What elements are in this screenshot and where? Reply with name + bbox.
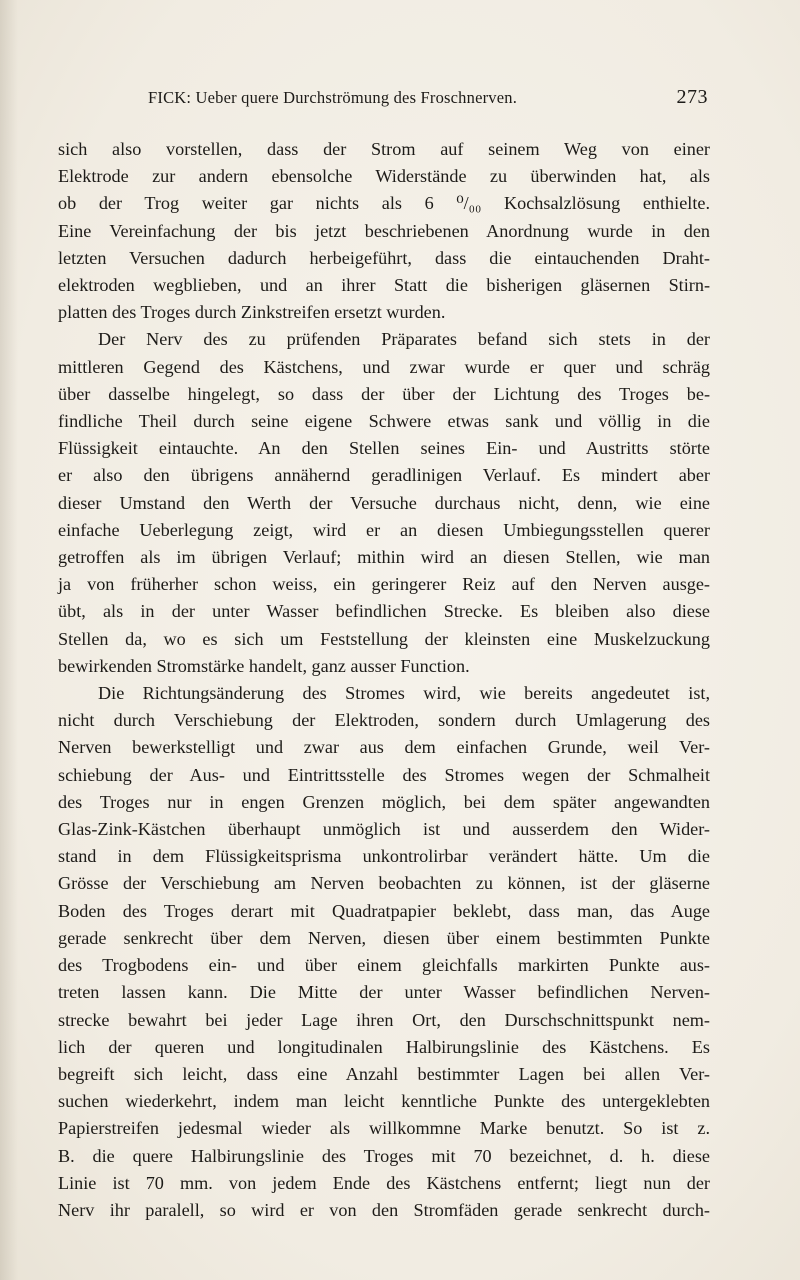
text-line: Flüssigkeit eintauchte. An den Stellen seines Ein- und Austritts störte [58, 438, 710, 459]
text-line: Boden des Troges derart mit Quadratpapier beklebt, dass man, das Auge [58, 900, 710, 921]
text-line: schiebung der Aus- und Eintrittsstelle des Stromes wegen der Schmalheit [58, 764, 710, 785]
text-line: nicht durch Verschiebung der Elektroden, sondern durch Umlagerung des [58, 710, 710, 731]
text-line: elektroden wegblieben, und an ihrer Statt die bisherigen gläsernen Stirn- [58, 275, 710, 296]
text-line: übt, als in der unter Wasser befindlichen Strecke. Es bleiben also diese [58, 601, 710, 622]
text-line: Linie ist 70 mm. von jedem Ende des Kästchens entfernt; liegt nun der [58, 1172, 710, 1193]
text-line: lich der queren und longitudinalen Halbirungslinie des Kästchens. Es [58, 1036, 710, 1057]
text-line: gerade senkrecht über dem Nerven, diesen über einem bestimmten Punkte [58, 927, 710, 948]
page-number: 273 [676, 86, 708, 108]
text-line: einfache Ueberlegung zeigt, wird er an diesen Umbiegungsstellen querer [58, 519, 710, 540]
text-line: ob der Trog weiter gar nichts als 6 ⁰/₀₀ Kochsalzlösung enthielte. [58, 193, 710, 214]
paragraph-1 [58, 136, 710, 326]
text-line: mittleren Gegend des Kästchens, und zwar wurde er quer und schräg [58, 356, 710, 377]
text-line: suchen wiederkehrt, indem man leicht kenntliche Punkte des untergeklebten [58, 1091, 710, 1112]
text-line: findliche Theil durch seine eigene Schwere etwas sank und völlig in die [58, 411, 710, 432]
text-line: Der Nerv des zu prüfenden Präparates befand sich stets in der [98, 329, 710, 350]
text-line: Die Richtungsänderung des Stromes wird, wie bereits angedeutet ist, [98, 683, 710, 704]
text-line: B. die quere Halbirungslinie des Troges mit 70 bezeichnet, d. h. diese [58, 1145, 710, 1166]
text-line: platten des Troges durch Zinkstreifen ersetzt wurden. [58, 302, 446, 323]
text-line: Glas-Zink-Kästchen überhaupt unmöglich ist und ausserdem den Wider- [58, 819, 710, 840]
running-title: FICK: Ueber quere Durchströmung des Froschnerven. [148, 88, 518, 107]
text-line: stand in dem Flüssigkeitsprisma unkontrolirbar verändert hätte. Um die [58, 846, 710, 867]
text-line: strecke bewahrt bei jeder Lage ihren Ort, den Durschschnittspunkt nem- [58, 1009, 710, 1030]
text-line: Grösse der Verschiebung am Nerven beobachten zu können, ist der gläserne [58, 873, 710, 894]
text-line: des Troges nur in engen Grenzen möglich, bei dem später angewandten [58, 791, 710, 812]
text-line: bewirkenden Stromstärke handelt, ganz ausser Function. [58, 655, 470, 676]
paragraph-2 [58, 326, 710, 680]
text-line: Nerv ihr paralell, so wird er von den Stromfäden gerade senkrecht durch- [58, 1199, 710, 1220]
text-line: sich also vorstellen, dass der Strom auf seinem Weg von einer [58, 139, 710, 159]
body-text [58, 136, 710, 1224]
text-line: begreift sich leicht, dass eine Anzahl bestimmter Lagen bei allen Ver- [58, 1063, 710, 1084]
page-header [148, 88, 708, 116]
text-line: Papierstreifen jedesmal wieder als willkommne Marke benutzt. So ist z. [58, 1118, 710, 1139]
text-line: getroffen als im übrigen Verlauf; mithin wird an diesen Stellen, wie man [58, 547, 710, 568]
text-line: Eine Vereinfachung der bis jetzt beschriebenen Anordnung wurde in den [58, 220, 710, 241]
text-line: des Trogbodens ein- und über einem gleichfalls markirten Punkte aus- [58, 955, 710, 976]
text-line: Nerven bewerkstelligt und zwar aus dem einfachen Grunde, weil Ver- [58, 737, 710, 758]
text-line: er also den übrigens annähernd geradlinigen Verlauf. Es mindert aber [58, 465, 710, 486]
text-line: Elektrode zur andern ebensolche Widerstände zu überwinden hat, als [58, 166, 710, 187]
text-line: Stellen da, wo es sich um Feststellung der kleinsten eine Muskelzuckung [58, 628, 710, 649]
text-line: über dasselbe hingelegt, so dass der über der Lichtung des Troges be- [58, 383, 710, 404]
text-line: treten lassen kann. Die Mitte der unter Wasser befindlichen Nerven- [58, 982, 710, 1003]
text-line: letzten Versuchen dadurch herbeigeführt, dass die eintauchenden Draht- [58, 247, 710, 268]
text-line: ja von früherher schon weiss, ein geringerer Reiz auf den Nerven ausge- [58, 574, 710, 595]
paragraph-3 [58, 680, 710, 1224]
text-line: dieser Umstand den Werth der Versuche durchaus nicht, denn, wie eine [58, 492, 710, 513]
page-edge-shadow [0, 0, 18, 1280]
